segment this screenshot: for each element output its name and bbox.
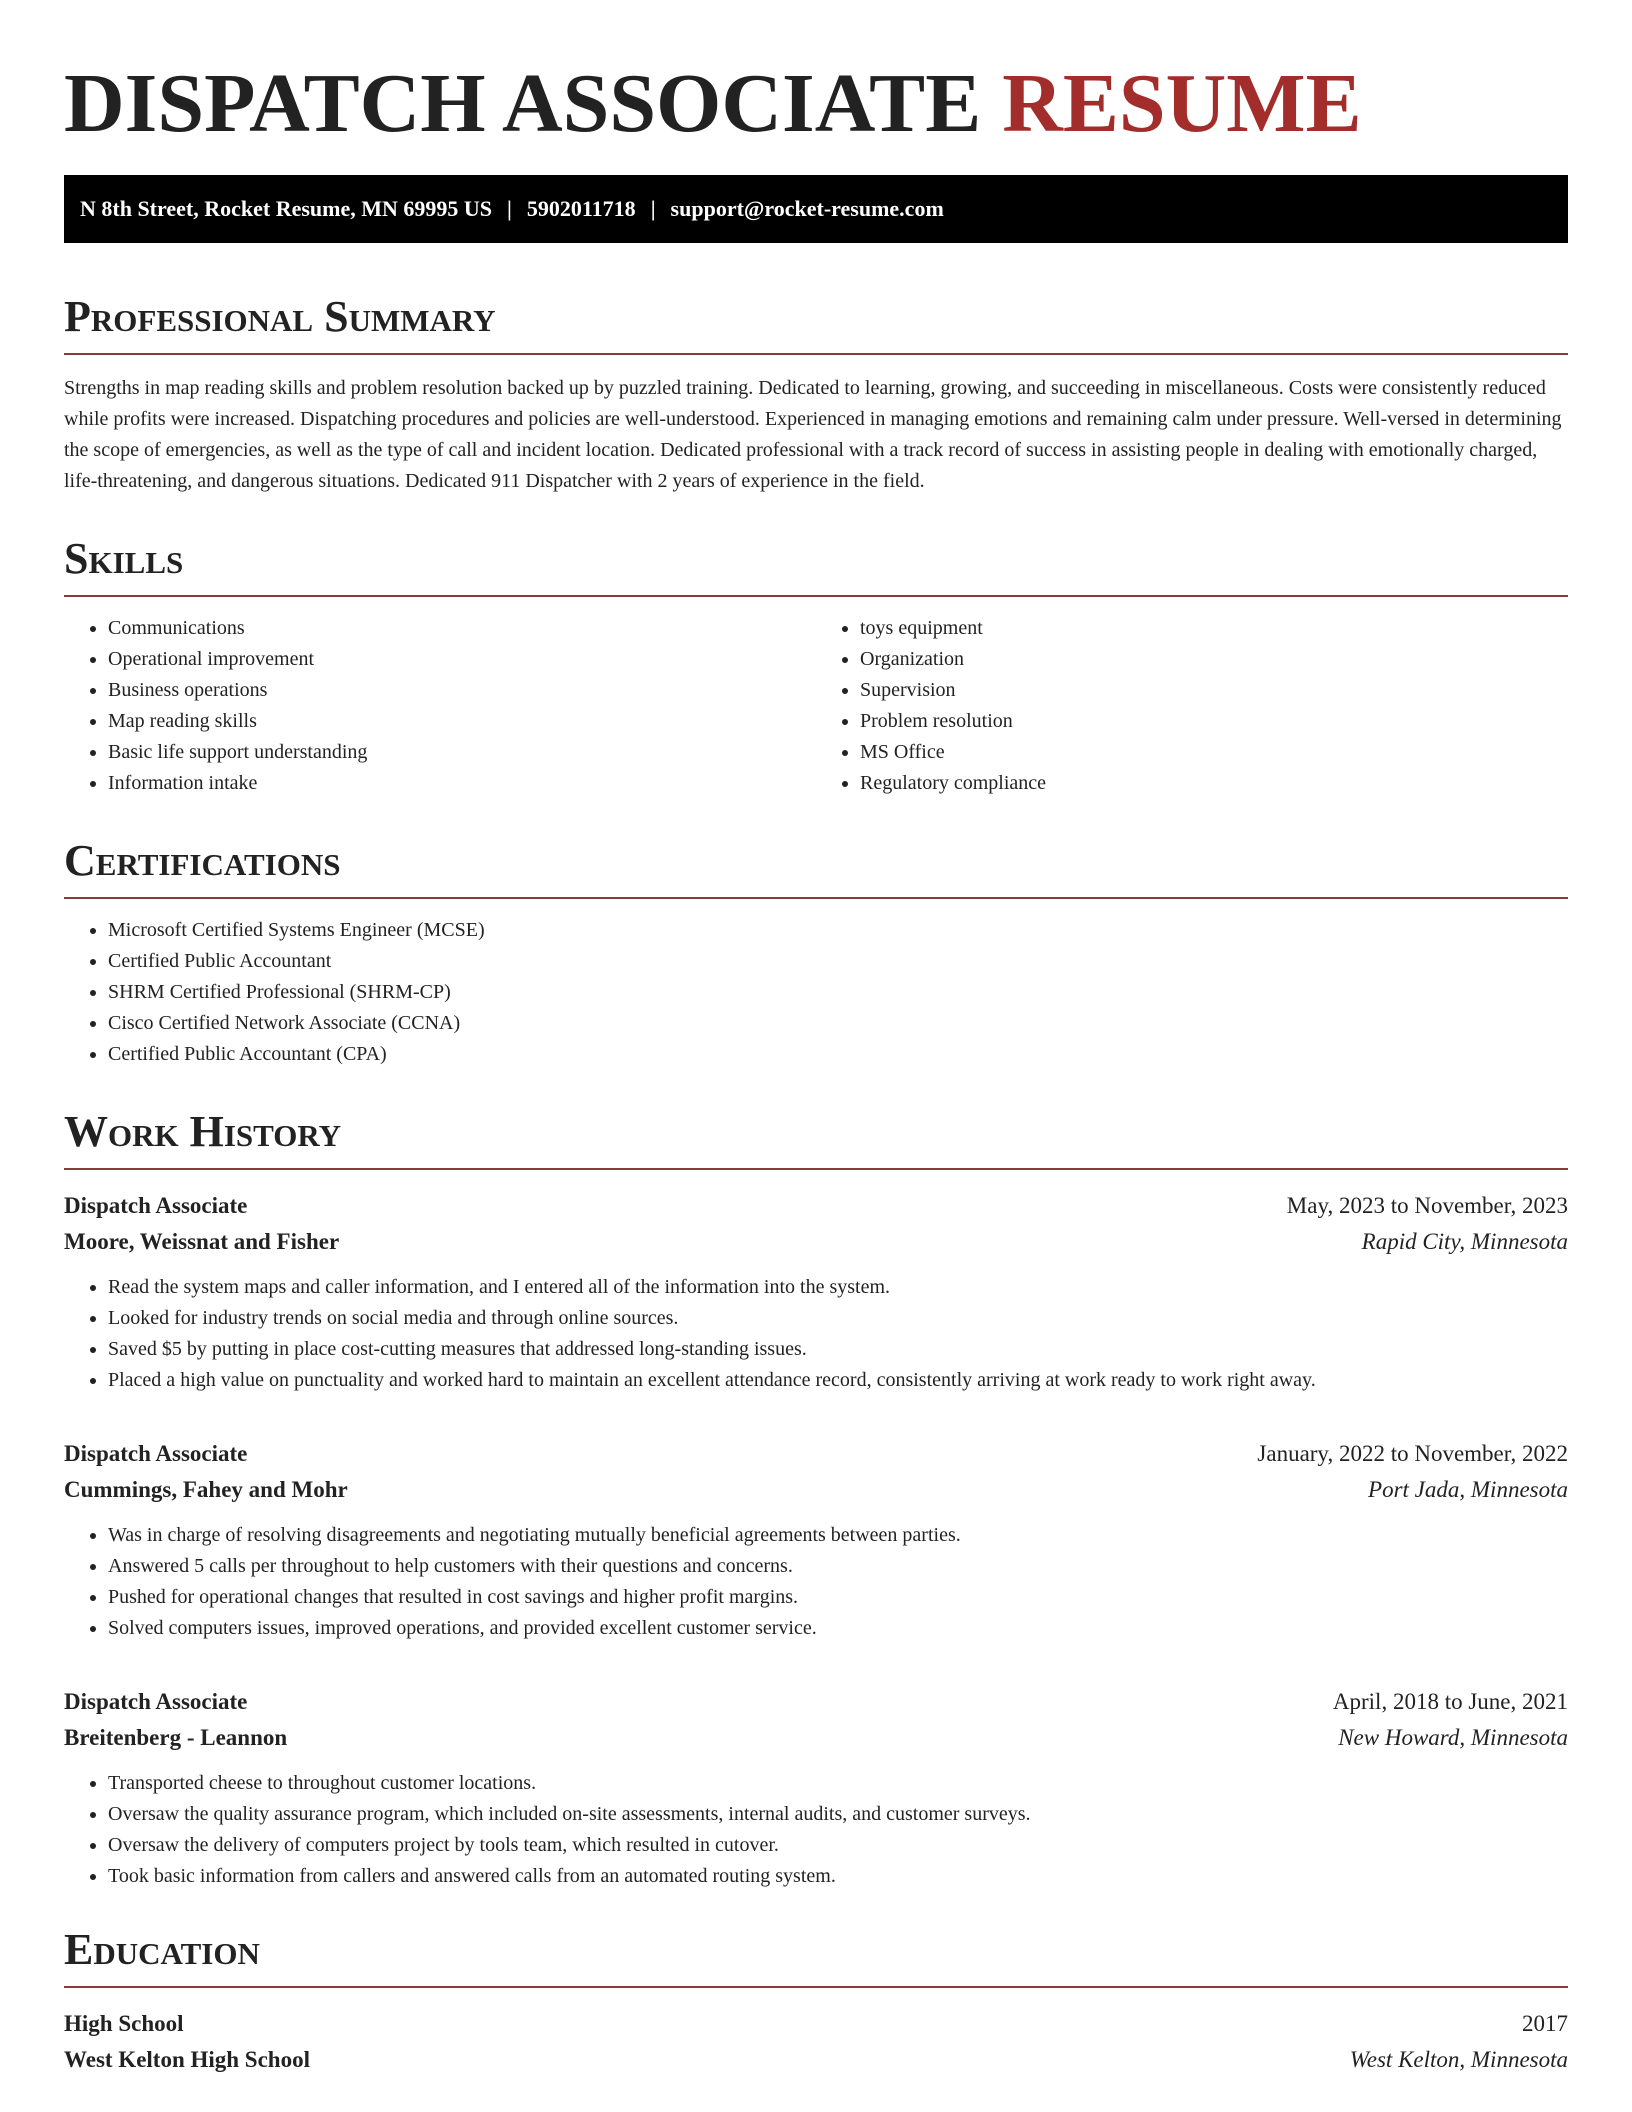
skill-item: • Organization — [860, 644, 1568, 675]
certifications-section — [64, 835, 1568, 1070]
skill-item: • toys equipment — [860, 613, 1568, 644]
skill-item: • Supervision — [860, 675, 1568, 706]
skills-section — [64, 533, 1568, 799]
job-bullet: • Solved computers issues, improved operations, and provided excellent customer service. — [108, 1613, 1568, 1644]
job-bullet: • Pushed for operational changes that resulted in cost savings and higher profit margins. — [108, 1582, 1568, 1613]
education-heading: Education — [64, 1928, 1568, 1988]
certification-item: • Certified Public Accountant (CPA) — [108, 1039, 1568, 1070]
education-header-row — [64, 2006, 1568, 2042]
skill-item: • Operational improvement — [108, 644, 816, 675]
education-entry — [64, 2006, 1568, 2078]
job-bullet: • Read the system maps and caller information, and I entered all of the information into the system. — [108, 1272, 1568, 1303]
skills-list-right — [816, 613, 1568, 799]
job-bullet: • Answered 5 calls per throughout to help customers with their questions and concerns. — [108, 1551, 1568, 1582]
education-school-row — [64, 2042, 1568, 2078]
certification-item: • SHRM Certified Professional (SHRM-CP) — [108, 977, 1568, 1008]
job-header-row — [64, 1436, 1568, 1472]
education-school: West Kelton High School — [64, 2046, 310, 2072]
work-history-section — [64, 1106, 1568, 1892]
job-bullets — [64, 1520, 1568, 1644]
job-title: Dispatch Associate — [64, 1440, 248, 1466]
job-bullet: • Placed a high value on punctuality and worked hard to maintain an excellent attendance record, consistently arriving at work ready to work right away. — [108, 1365, 1568, 1396]
contact-bar — [64, 175, 1568, 243]
job-dates: January, 2022 to November, 2022 — [1257, 1440, 1568, 1466]
summary-section — [64, 291, 1568, 497]
job-company-row — [64, 1224, 1568, 1260]
job-company: Moore, Weissnat and Fisher — [64, 1228, 340, 1254]
education-section — [64, 1924, 1568, 2078]
job-bullet: • Transported cheese to throughout customer locations. — [108, 1768, 1568, 1799]
job-header-row — [64, 1684, 1568, 1720]
job-company-row — [64, 1720, 1568, 1756]
job-entry — [64, 1436, 1568, 1644]
skill-item: • Communications — [108, 613, 816, 644]
job-title: Dispatch Associate — [64, 1192, 248, 1218]
contact-phone[interactable]: 5902011718 — [526, 195, 636, 221]
job-bullets — [64, 1272, 1568, 1396]
education-location: West Kelton, Minnesota — [1349, 2046, 1568, 2072]
job-location: Rapid City, Minnesota — [1361, 1228, 1568, 1254]
contact-separator: | — [507, 195, 512, 221]
job-bullets — [64, 1768, 1568, 1892]
skills-heading: Skills — [64, 537, 1568, 597]
summary-heading: Professional Summary — [64, 295, 1568, 355]
job-entry — [64, 1188, 1568, 1396]
certification-item: • Microsoft Certified Systems Engineer (MCSE) — [108, 915, 1568, 946]
contact-address: N 8th Street, Rocket Resume, MN 69995 US — [80, 195, 493, 221]
job-bullet: • Oversaw the quality assurance program, which included on-site assessments, internal audits, and customer surveys. — [108, 1799, 1568, 1830]
job-entry — [64, 1684, 1568, 1892]
skills-list-left — [64, 613, 816, 799]
skill-item: • Map reading skills — [108, 706, 816, 737]
job-bullet: • Looked for industry trends on social media and through online sources. — [108, 1303, 1568, 1334]
job-bullet: • Saved $5 by putting in place cost-cutting measures that addressed long-standing issues. — [108, 1334, 1568, 1365]
education-year: 2017 — [1522, 2010, 1568, 2036]
job-bullet: • Oversaw the delivery of computers project by tools team, which resulted in cutover. — [108, 1830, 1568, 1861]
contact-separator: | — [650, 195, 656, 221]
title-accent: RESUME — [1002, 57, 1362, 150]
skill-item: • MS Office — [860, 737, 1568, 768]
education-degree: High School — [64, 2010, 184, 2036]
skill-item: • Problem resolution — [860, 706, 1568, 737]
job-header-row — [64, 1188, 1568, 1224]
job-title: Dispatch Associate — [64, 1688, 248, 1714]
job-bullet: • Was in charge of resolving disagreements and negotiating mutually beneficial agreements between parties. — [108, 1520, 1568, 1551]
job-location: New Howard, Minnesota — [1338, 1724, 1568, 1750]
job-company-row — [64, 1472, 1568, 1508]
job-company: Cummings, Fahey and Mohr — [64, 1476, 348, 1502]
job-location: Port Jada, Minnesota — [1368, 1476, 1568, 1502]
certifications-heading: Certifications — [64, 839, 1568, 899]
skill-item: • Information intake — [108, 768, 816, 799]
certifications-list — [64, 915, 1568, 1070]
skills-columns — [64, 597, 1568, 799]
summary-text: Strengths in map reading skills and problem resolution backed up by puzzled training. Dedicated to learning, growing, and succeeding in miscellaneous. Costs were consistently reduced while profits were increased. Dispatching procedures and policies are well-understood. Experienced in managing emotions and remaining calm under pressure. Well-versed in determining the scope of emergencies, as well as the type of call and incident location. Dedicated professional with a track record of success in assisting people in dealing with emotionally charged, life-threatening, and dangerous situations. Dedicated 911 Dispatcher with 2 years of experience in the field. — [64, 376, 1562, 492]
certification-item: • Certified Public Accountant — [108, 946, 1568, 977]
skill-item: • Business operations — [108, 675, 816, 706]
skill-item: • Basic life support understanding — [108, 737, 816, 768]
certification-item: • Cisco Certified Network Associate (CCNA) — [108, 1008, 1568, 1039]
job-company: Breitenberg - Leannon — [64, 1724, 288, 1750]
work-history-heading: Work History — [64, 1110, 1568, 1170]
job-dates: April, 2018 to June, 2021 — [1332, 1688, 1568, 1714]
contact-email[interactable]: support@rocket-resume.com — [670, 195, 944, 221]
job-dates: May, 2023 to November, 2023 — [1286, 1192, 1568, 1218]
skill-item: • Regulatory compliance — [860, 768, 1568, 799]
resume-title — [64, 0, 1568, 153]
job-bullet: • Took basic information from callers and answered calls from an automated routing system. — [108, 1861, 1568, 1892]
title-main: DISPATCH ASSOCIATE — [64, 57, 982, 150]
